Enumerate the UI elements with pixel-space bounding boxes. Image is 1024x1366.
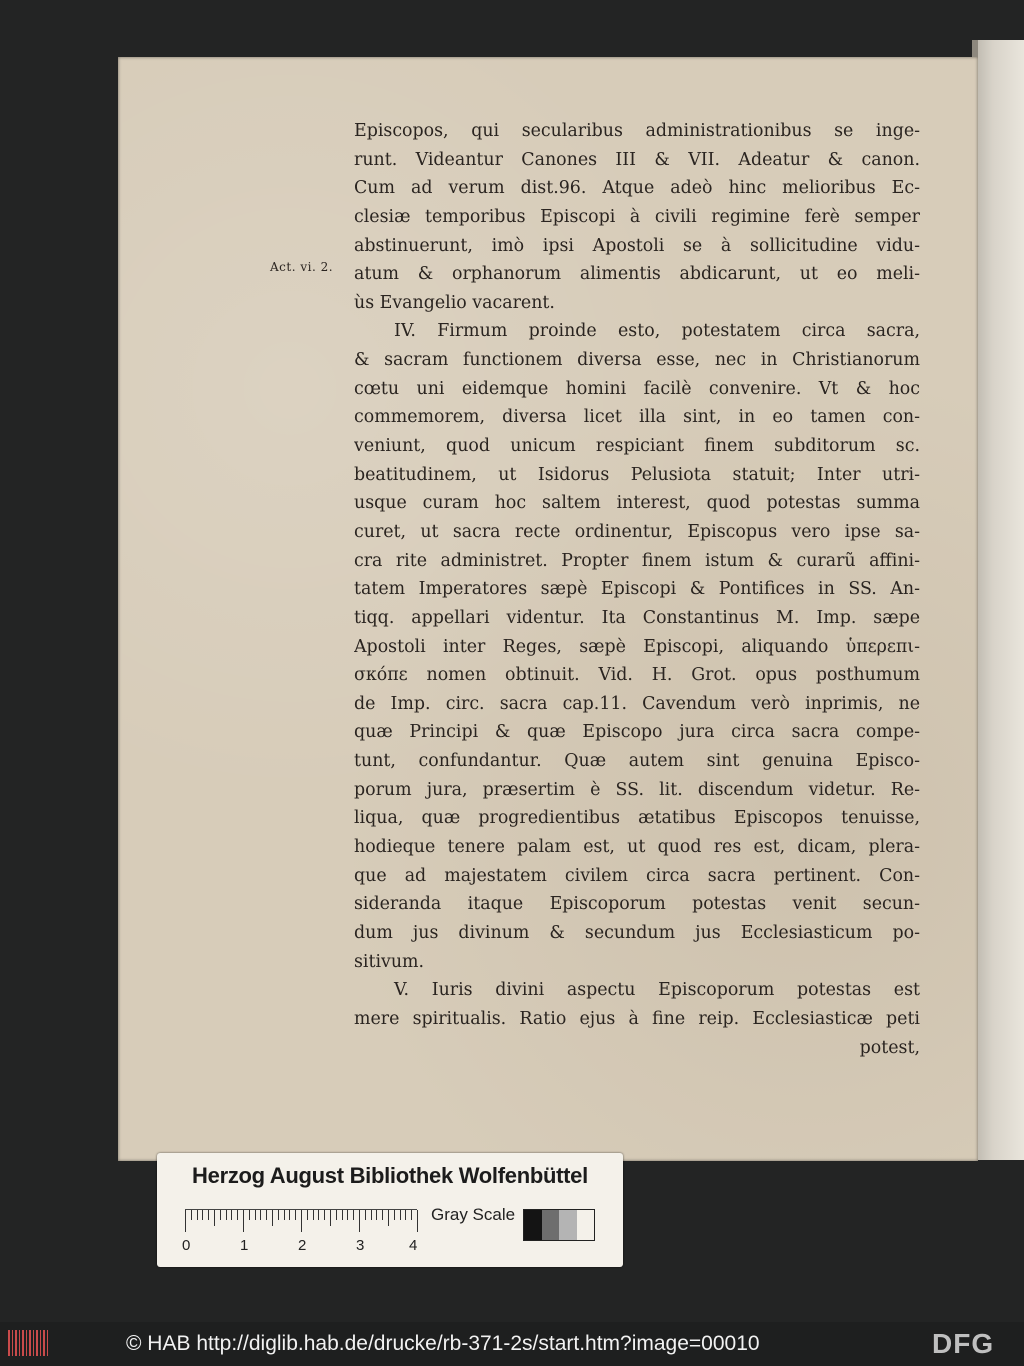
ruler-tick [295,1210,296,1220]
ruler-tick [382,1210,383,1220]
text-line: beatitudinem, ut Isidorus Pelusiota statuit; Inter utri- [354,464,920,485]
text-line: quæ Principi & quæ Episcopo jura circa sacra compe- [354,722,920,743]
ruler-tick [255,1210,256,1220]
text-line: veniunt, quod unicum respiciant finem subditorum sc. [354,436,920,457]
ruler-tick [208,1210,209,1220]
text-line: σκόπε nomen obtinuit. Vid. H. Grot. opus posthumum [354,665,920,686]
ruler-tick [260,1210,261,1220]
text-line: tunt, confundantur. Quæ autem sint genuina Episco- [354,751,920,772]
ruler-tick [405,1210,406,1220]
ruler-tick [342,1210,343,1220]
text-line: mere spiritualis. Ratio ejus à fine reip. Ecclesiasticæ peti [354,1008,920,1029]
text-line: sideranda itaque Episcoporum potestas venit secun- [354,894,920,915]
ruler-tick [214,1210,215,1226]
page-edge [972,40,1024,1160]
text-line: sitivum. [354,951,425,972]
scale-ruler [185,1209,417,1232]
ruler-tick [347,1210,348,1220]
text-line: hodieque tenere palam est, ut quod res est, dicam, plera- [354,837,920,858]
gray-swatch [524,1210,542,1240]
text-line: V. Iuris divini aspectu Episcoporum potestas est [394,980,920,1001]
text-line: Cum ad verum dist.96. Atque adeò hinc melioribus Ec- [354,178,920,199]
ruler-tick [394,1210,395,1220]
footer-bar [0,1322,1024,1366]
text-line: dum jus divinum & secundum jus Ecclesiasticum po- [354,922,920,943]
ruler-tick [289,1210,290,1220]
ruler-tick [313,1210,314,1220]
ruler-tick [376,1210,377,1220]
ruler-tick [231,1210,232,1220]
text-line: porum jura, præsertim è SS. lit. discendum videtur. Re- [354,779,920,800]
barcode-icon [8,1330,48,1356]
text-line: Episcopos, qui secularibus administrationibus se inge- [354,121,920,141]
ruler-number: 4 [409,1237,418,1254]
text-line: cra rite administret. Propter finem istum & curarũ affini- [354,550,920,571]
text-line: de Imp. circ. sacra cap.11. Cavendum verò inprimis, ne [354,693,920,714]
ruler-tick [266,1210,267,1220]
ruler-tick [301,1210,302,1232]
text-line: tiqq. appellari videntur. Ita Constantinus M. Imp. sæpe [354,607,920,628]
ruler-tick [249,1210,250,1220]
text-line: cœtu uni eidemque homini facilè convenire. Vt & hoc [354,378,920,399]
page-text [354,117,920,1062]
text-line: atum & orphanorum alimentis abdicarunt, ut eo meli- [354,264,920,285]
ruler-tick [185,1210,186,1232]
ruler-tick [400,1210,401,1220]
gray-swatches [523,1209,595,1241]
text-line: abstinuerunt, imò ipsi Apostoli se à sollicitudine vidu- [354,235,920,256]
gray-swatch [542,1210,560,1240]
text-line: runt. Videantur Canones III & VII. Adeatur & canon. [354,149,920,170]
catchword: potest, [859,1037,920,1058]
text-line: usque curam hoc saltem interest, quod potestas summa [354,493,920,514]
ruler-tick [411,1210,412,1220]
ruler-tick [353,1210,354,1220]
text-line: liqua, quæ progredientibus ætatibus Episcopos tenuisse, [354,808,920,829]
text-line: clesiæ temporibus Episcopi à civili regimine ferè semper [354,206,920,227]
ruler-number: 2 [298,1237,307,1254]
ruler-tick [318,1210,319,1220]
text-line: ùs Evangelio vacarent. [354,292,555,313]
ruler-tick [371,1210,372,1220]
gray-scale-label: Gray Scale [431,1205,516,1224]
ruler-tick [220,1210,221,1220]
ruler-number: 0 [182,1237,191,1254]
color-calibration-card [157,1153,623,1267]
ruler-tick [388,1210,389,1226]
ruler-tick [417,1210,418,1232]
marginal-note: Act. vi. 2. [270,260,334,274]
library-name: Herzog August Bibliothek Wolfenbüttel [192,1163,588,1188]
text-line: tatem Imperatores sæpè Episcopi & Pontifices in SS. An- [354,579,920,600]
ruler-number: 1 [240,1237,249,1254]
text-line: & sacram functionem diversa esse, nec in Christianorum [354,350,920,371]
ruler-tick [191,1210,192,1220]
dfg-logo: DFG [932,1328,995,1359]
ruler-tick [272,1210,273,1226]
ruler-tick [365,1210,366,1220]
ruler-tick [226,1210,227,1220]
gray-swatch [577,1210,595,1240]
copyright-url[interactable]: © HAB http://diglib.hab.de/drucke/rb-371-2s/start.htm?image=00010 [126,1332,760,1355]
ruler-tick [284,1210,285,1220]
ruler-tick [330,1210,331,1226]
ruler-tick [336,1210,337,1220]
ruler-tick [359,1210,360,1232]
ruler-tick [278,1210,279,1220]
text-line: curet, ut sacra recte ordinentur, Episcopus vero ipse sa- [354,521,920,542]
text-line: que ad majestatem civilem circa sacra pertinent. Con- [354,865,920,886]
ruler-tick [307,1210,308,1220]
ruler-tick [237,1210,238,1220]
text-line: Apostoli inter Reges, sæpè Episcopi, aliquando ὑπερεπι- [354,636,920,657]
gray-swatch [559,1210,577,1240]
text-line: commemorem, diversa licet illa sint, in eo tamen con- [354,407,920,428]
ruler-tick [324,1210,325,1220]
ruler-tick [197,1210,198,1220]
ruler-tick [243,1210,244,1232]
ruler-tick [202,1210,203,1220]
ruler-number: 3 [356,1237,365,1254]
text-line: IV. Firmum proinde esto, potestatem circa sacra, [394,321,920,342]
